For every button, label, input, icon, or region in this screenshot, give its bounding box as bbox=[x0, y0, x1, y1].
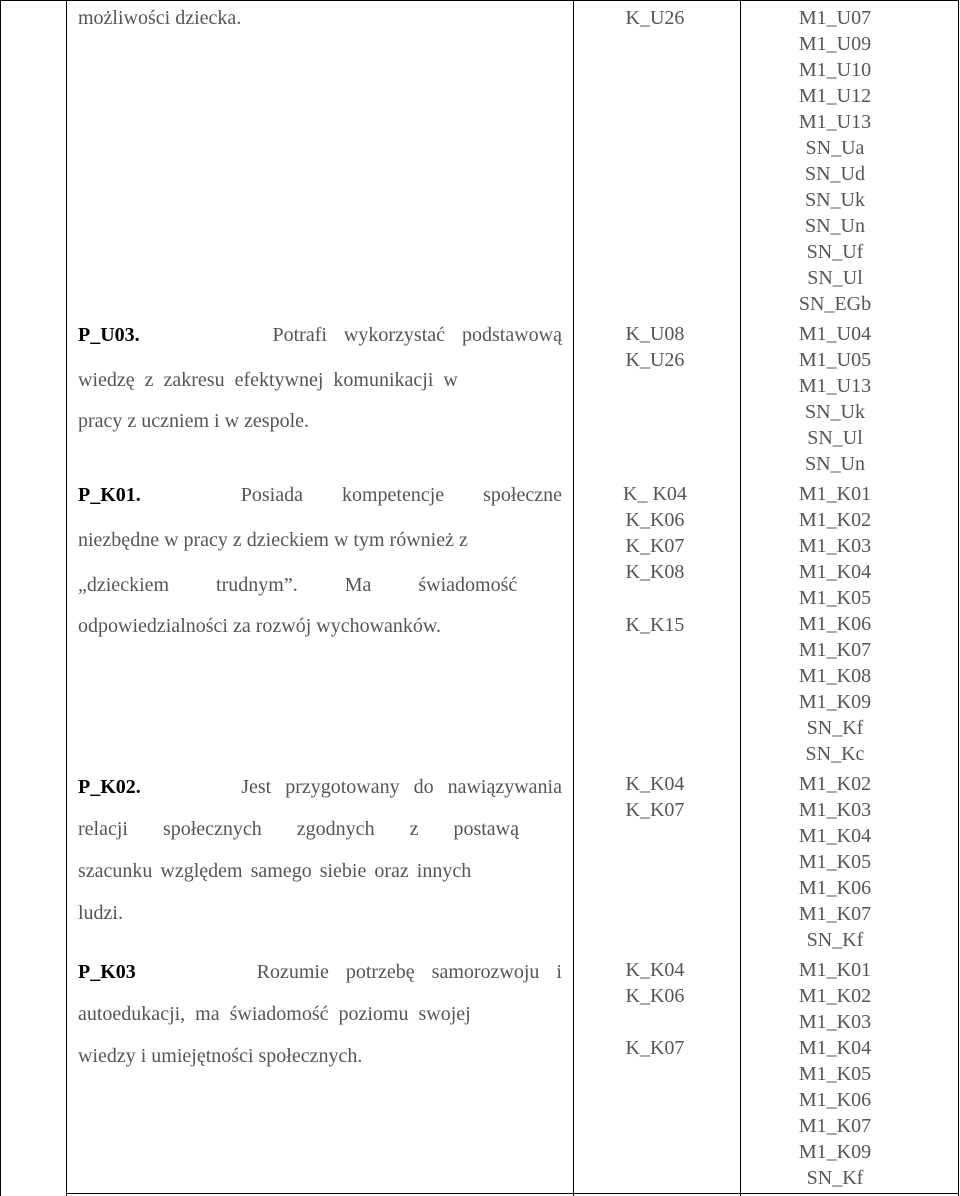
area-codes bbox=[760, 481, 910, 767]
column-divider-1 bbox=[66, 0, 67, 1196]
area-code: M1_U04 bbox=[798, 323, 872, 345]
outcome-text: szacunku względem samego siebie oraz innych bbox=[78, 860, 472, 882]
area-code: M1_K03 bbox=[798, 799, 872, 821]
area-code: M1_K06 bbox=[798, 877, 872, 899]
area-code: M1_U13 bbox=[798, 111, 872, 133]
area-code: SN_Uk bbox=[804, 401, 865, 423]
directional-code: K_K07 bbox=[625, 1037, 685, 1059]
area-code: M1_K07 bbox=[798, 903, 872, 925]
directional-code: K_K04 bbox=[625, 773, 685, 795]
area-code: M1_K07 bbox=[798, 1115, 872, 1137]
outcome-text: autoedukacji, ma świadomość poziomu swojej bbox=[78, 1003, 471, 1025]
outcome-text: „dzieckiem trudnym”. Ma świadomość bbox=[78, 574, 518, 596]
outcome-id: P_U03. bbox=[78, 324, 140, 346]
outcome-text: wiedzy i umiejętności społecznych. bbox=[78, 1045, 363, 1067]
area-code: M1_K07 bbox=[798, 639, 872, 661]
area-code: SN_Ul bbox=[807, 427, 863, 449]
area-code: SN_Uf bbox=[806, 241, 864, 263]
area-code: M1_U13 bbox=[798, 375, 872, 397]
area-code: SN_Ua bbox=[805, 137, 865, 159]
area-code: M1_K05 bbox=[798, 587, 872, 609]
outcome-id: P_K01. bbox=[78, 484, 141, 506]
area-code: M1_K05 bbox=[798, 1063, 872, 1085]
outcome-id: P_K02. bbox=[78, 776, 141, 798]
area-codes bbox=[760, 771, 910, 953]
column-divider-2 bbox=[573, 0, 574, 1196]
outcome-text: ludzi. bbox=[78, 902, 123, 924]
area-code: M1_K09 bbox=[798, 691, 872, 713]
area-code: SN_Kc bbox=[805, 743, 865, 765]
area-code: M1_K01 bbox=[798, 959, 872, 981]
directional-code: K_U26 bbox=[625, 349, 685, 371]
area-code: SN_Uk bbox=[804, 189, 865, 211]
directional-code: K_U26 bbox=[625, 7, 685, 29]
area-code: SN_Kf bbox=[806, 929, 864, 951]
directional-code: K_ K04 bbox=[623, 483, 687, 505]
area-code: SN_Ul bbox=[807, 267, 863, 289]
directional-code: K_K06 bbox=[625, 509, 685, 531]
area-code: M1_U05 bbox=[798, 349, 872, 371]
table-border-bottom bbox=[66, 1193, 959, 1194]
outcome-text: odpowiedzialności za rozwój wychowanków. bbox=[78, 615, 442, 637]
directional-code: K_U08 bbox=[625, 323, 685, 345]
area-code: SN_Ud bbox=[804, 163, 865, 185]
outcome-text: niezbędne w pracy z dzieckiem w tym również z bbox=[78, 529, 468, 551]
outcome-text: pracy z uczniem i w zespole. bbox=[78, 410, 310, 432]
directional-code: K_K06 bbox=[625, 985, 685, 1007]
area-code: M1_K05 bbox=[798, 851, 872, 873]
area-code: M1_K03 bbox=[798, 535, 872, 557]
area-code: SN_EGb bbox=[798, 293, 872, 315]
area-code: SN_Kf bbox=[806, 717, 864, 739]
area-code: M1_K03 bbox=[798, 1011, 872, 1033]
area-code: M1_K02 bbox=[798, 773, 872, 795]
directional-code: K_K08 bbox=[625, 561, 685, 583]
area-code: M1_K04 bbox=[798, 561, 872, 583]
area-code: SN_Un bbox=[804, 453, 865, 475]
outcome-text: wiedzę z zakresu efektywnej komunikacji w bbox=[78, 369, 458, 391]
area-code: M1_U07 bbox=[798, 7, 872, 29]
area-codes bbox=[760, 5, 910, 317]
area-code: M1_U09 bbox=[798, 33, 872, 55]
table-border-top bbox=[0, 0, 959, 1]
area-code: M1_K02 bbox=[798, 985, 872, 1007]
outcome-text: możliwości dziecka. bbox=[78, 7, 242, 29]
area-code: SN_Kf bbox=[806, 1167, 864, 1189]
area-code: M1_K08 bbox=[798, 665, 872, 687]
area-code: M1_K06 bbox=[798, 1089, 872, 1111]
area-code: SN_Un bbox=[804, 215, 865, 237]
area-code: M1_K04 bbox=[798, 825, 872, 847]
area-code: M1_K04 bbox=[798, 1037, 872, 1059]
area-code: M1_U12 bbox=[798, 85, 872, 107]
directional-code: K_K07 bbox=[625, 535, 685, 557]
area-code: M1_K01 bbox=[798, 483, 872, 505]
directional-code: K_K07 bbox=[625, 799, 685, 821]
area-code: M1_K09 bbox=[798, 1141, 872, 1163]
outcome-text: Posiada kompetencje społeczne bbox=[240, 484, 562, 506]
outcome-text: Potrafi wykorzystać podstawową bbox=[272, 324, 562, 346]
column-divider-3 bbox=[740, 0, 741, 1196]
area-code: M1_K02 bbox=[798, 509, 872, 531]
area-codes bbox=[760, 321, 910, 477]
directional-code: K_K04 bbox=[625, 959, 685, 981]
table-border-left bbox=[0, 0, 1, 1196]
outcome-id: P_K03 bbox=[78, 961, 136, 983]
area-codes bbox=[760, 957, 910, 1191]
table-border-right bbox=[958, 0, 959, 1196]
outcome-text: Jest przygotowany do nawiązywania bbox=[241, 776, 562, 798]
directional-code: K_K15 bbox=[625, 614, 685, 636]
area-code: M1_K06 bbox=[798, 613, 872, 635]
area-code: M1_U10 bbox=[798, 59, 872, 81]
outcome-text: Rozumie potrzebę samorozwoju i bbox=[256, 961, 562, 983]
outcome-text: relacji społecznych zgodnych z postawą bbox=[78, 818, 519, 840]
